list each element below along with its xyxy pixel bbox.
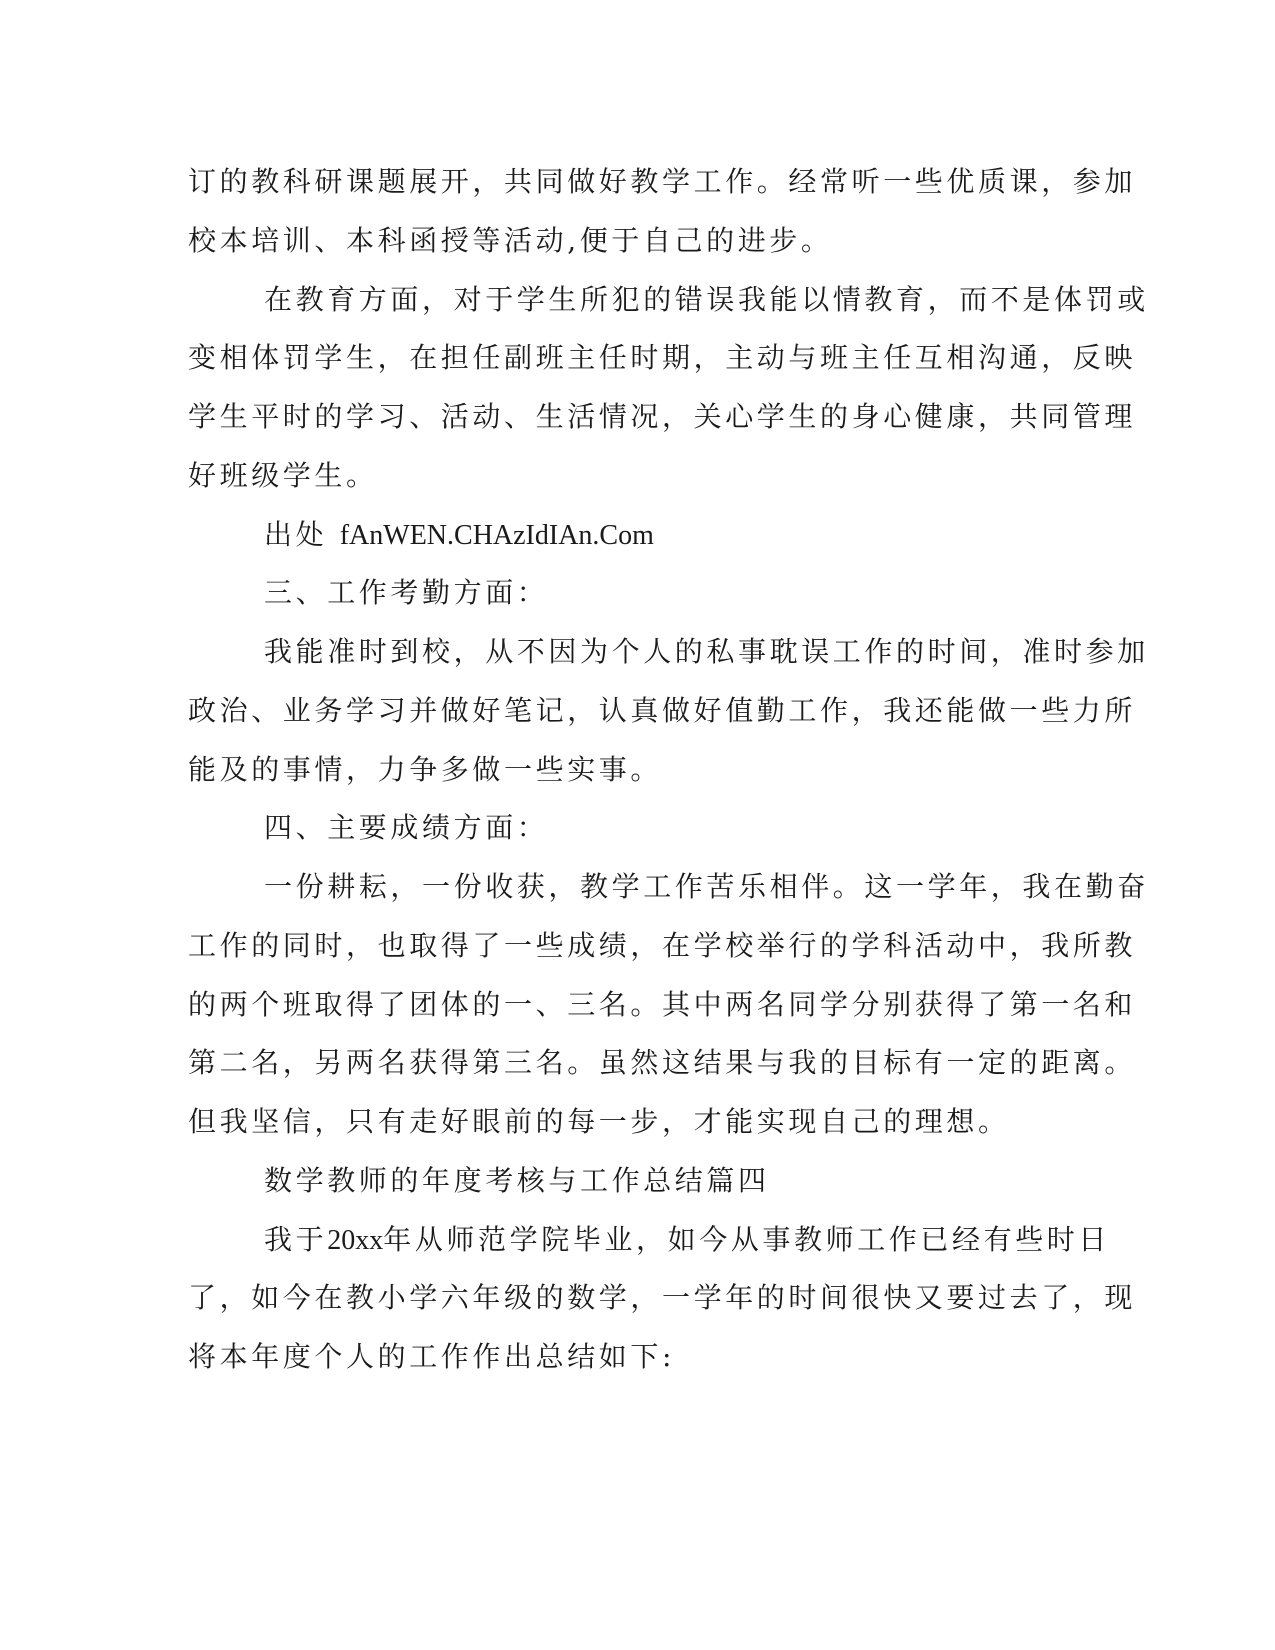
year-text: 20xx <box>327 1225 384 1256</box>
text-line: 的两个班取得了团体的一、三名。其中两名同学分别获得了第一名和 <box>188 988 1137 1021</box>
paragraph-start: 一份耕耘，一份收获，教学工作苦乐相伴。这一学年，我在勤奋 <box>264 870 1149 903</box>
text-line: 第二名，另两名获得第三名。虽然这结果与我的目标有一定的距离。 <box>188 1046 1137 1079</box>
paragraph-start: 在教育方面，对于学生所犯的错误我能以情教育，而不是体罚或 <box>264 283 1149 316</box>
text-line: 了，如今在教小学六年级的数学，一学年的时间很快又要过去了，现 <box>188 1281 1137 1314</box>
text-line: 将本年度个人的工作作出总结如下: <box>188 1340 676 1373</box>
source-line <box>264 518 654 553</box>
text-fragment: 年从师范学院毕业，如今从事教师工作已经有些时日 <box>383 1223 1111 1256</box>
text-line: 学生平时的学习、活动、生活情况，关心学生的身心健康，共同管理 <box>188 400 1137 433</box>
text-line: 好班级学生。 <box>188 459 378 492</box>
text-line: 订的教科研课题展开，共同做好教学工作。经常听一些优质课，参加 <box>188 165 1137 198</box>
paragraph-start: 我能准时到校，从不因为个人的私事耽误工作的时间，准时参加 <box>264 635 1149 668</box>
source-label: 出处 <box>264 518 328 551</box>
text-line: 政治、业务学习并做好笔记，认真做好值勤工作，我还能做一些力所 <box>188 694 1137 727</box>
section-heading: 三、工作考勤方面： <box>264 576 549 609</box>
text-line: 工作的同时，也取得了一些成绩，在学校举行的学科活动中，我所教 <box>188 929 1137 962</box>
text-line: 变相体罚学生，在担任副班主任时期，主动与班主任互相沟通，反映 <box>188 341 1137 374</box>
text-line: 但我坚信，只有走好眼前的每一步，才能实现自己的理想。 <box>188 1105 1010 1138</box>
text-line: 校本培训、本科函授等活动,便于自己的进步。 <box>188 224 833 257</box>
text-fragment: 我于 <box>264 1223 328 1256</box>
paragraph-start <box>264 1223 1110 1258</box>
text-line: 能及的事情，力争多做一些实事。 <box>188 753 663 786</box>
source-url: fAnWEN.CHAzIdIAn.Com <box>339 520 654 551</box>
section-heading: 四、主要成绩方面： <box>264 811 549 844</box>
article-title: 数学教师的年度考核与工作总结篇四 <box>264 1164 770 1197</box>
